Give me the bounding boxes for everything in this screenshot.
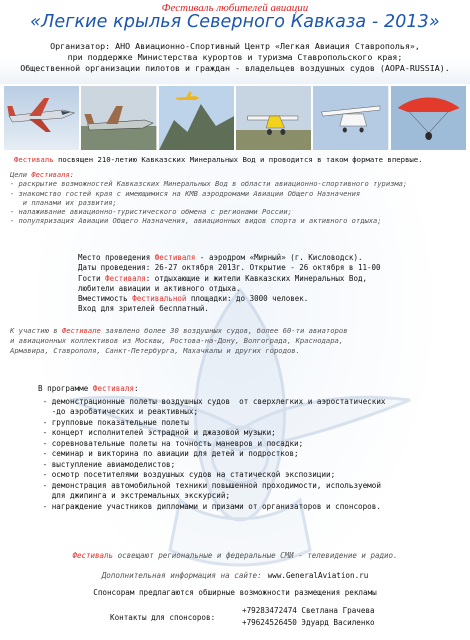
media-coverage-text xyxy=(0,551,470,560)
header xyxy=(0,0,470,84)
venue-section xyxy=(78,253,438,315)
venue-capacity-prefix: Вместимость xyxy=(78,294,133,304)
venue-capacity-suffix: площадки: до 3000 человек. xyxy=(186,294,309,304)
venue-capacity xyxy=(78,294,438,304)
program-item: - осмотр посетителями воздушных судов на статической экспозиции; xyxy=(38,470,336,479)
venue-place-suffix: - аэродром «Мирный» (г. Кисловодск). xyxy=(195,253,363,262)
intro-text xyxy=(14,155,458,164)
jet-trainer-photo xyxy=(4,86,79,150)
website-link[interactable]: www.GeneralAviation.ru xyxy=(267,571,369,580)
ground-plane-photo xyxy=(236,86,311,150)
info-line xyxy=(0,571,470,580)
festival-label: Фестиваль любителей авиации xyxy=(161,2,309,14)
festival-word: Фестиваля xyxy=(92,384,135,393)
program-item: - демонстрация автомобильной техники повышенной проходимости, используемой xyxy=(38,480,381,490)
festival-word: Фестиваль xyxy=(14,155,54,164)
white-plane-photo xyxy=(313,86,388,150)
organizer-line: Организатор: АНО Авиационно-Спортивный Центр «Легкая Авиация Ставрополья», xyxy=(50,41,420,51)
venue-guests-line2: любители авиации и активного отдыха. xyxy=(78,283,241,293)
venue-entry: Вход для зрителей бесплатный. xyxy=(78,304,209,314)
organizer-line: при поддержке Министерства курортов и туризма Ставропольского края; xyxy=(67,52,403,62)
program-item: - соревновательные полеты на точность маневров и посадки; xyxy=(38,438,304,448)
program-item: - концерт исполнителей эстрадной и джазовой музыки; xyxy=(38,428,276,437)
goals-title-prefix: Цели xyxy=(10,170,32,179)
organizer-line: Общественной организации пилотов и граждан - владельцев воздушных судов (AOPA-RUSSIA). xyxy=(20,63,450,73)
contact-phone: +79624526450 Эдуард Василенко xyxy=(242,618,375,627)
goal-item: и планами их развития; xyxy=(10,197,117,207)
participants-line: Армавира, Ставрополя, Санкт-Петербурга, Махачкалы и других городов. xyxy=(10,346,300,355)
goals-title-suffix: : xyxy=(69,170,75,179)
program-title-suffix: : xyxy=(134,384,139,393)
festival-word: Фестиваля xyxy=(105,273,146,283)
festival-word: Фестивале xyxy=(61,326,101,335)
program-item: - семинар и викторина по авиации для детей и подростков; xyxy=(38,449,299,458)
program-title xyxy=(38,384,468,395)
venue-guests-suffix: : отдыхающие и жители Кавказских Минеральных Вод, xyxy=(145,273,367,283)
venue-place xyxy=(78,253,438,263)
participants-line: и авиационных коллективов из Москвы, Ростова-на-Дону, Волгограда, Краснодара, xyxy=(10,336,344,345)
program-section xyxy=(38,384,468,512)
skydiver-photo xyxy=(391,86,466,150)
participants-line1-rest: заявлено более 30 воздушных судов, более 60-ти авиаторов xyxy=(100,326,348,335)
festival-word: Фестиваля xyxy=(154,253,196,262)
goal-item: - раскрытие возможностей Кавказских Минеральных Вод в области авиационно-спортивного туризма; xyxy=(10,179,408,189)
intro-rest: посвящен 210-летию Кавказских Минеральных Вод и проводится в таком формате впервые. xyxy=(53,155,423,164)
venue-guests xyxy=(78,274,438,284)
goal-item: - налаживание авиационно-туристического обмена с регионами России; xyxy=(10,207,292,217)
organizer-block xyxy=(0,41,470,74)
participants-line xyxy=(10,326,462,336)
program-item: - награждение участников дипломами и призами от организаторов и спонсоров. xyxy=(38,501,381,511)
closing-rest: освещают региональные и федеральные СМИ - телевидение и радио. xyxy=(113,551,398,560)
photo-strip xyxy=(4,86,466,150)
goals-section xyxy=(10,170,462,226)
participants-prefix: К участию в xyxy=(10,326,62,335)
info-label: Дополнительная информация на сайте: xyxy=(101,571,262,580)
venue-dates: Даты проведения: 26-27 октября 2013г. Открытие - 26 октября в 11-00 xyxy=(78,263,381,273)
venue-guests-prefix: Гости xyxy=(78,273,106,283)
program-item: для джипинга и экстремальных экскурсий; xyxy=(38,491,231,500)
program-item: -до аэробатических и реактивных; xyxy=(38,407,199,416)
goal-item: - знакомство гостей края с имеющимися на КМВ аэродромами Авиации Общего Назначения xyxy=(10,188,361,198)
program-item: - групповые показательные полеты xyxy=(38,417,189,427)
goal-item: - популяризация Авиации Общего Назначения, авиационных видов спорта и активного отдыха; xyxy=(10,216,382,226)
sponsors-text: Спонсорам предлагаются обширные возможности размещения рекламы xyxy=(93,588,377,597)
program-item: - выступление авиамоделистов; xyxy=(38,459,176,469)
vintage-plane-photo xyxy=(81,86,156,150)
program-item: - демонстрационные полеты воздушных судов от сверхлегких и аэростатических xyxy=(38,396,386,406)
participants-section xyxy=(10,326,462,356)
goals-title xyxy=(10,170,462,179)
program-title-prefix: В программе xyxy=(38,384,93,393)
contacts-label: Контакты для спонсоров: xyxy=(110,613,216,622)
contact-phone: +79283472474 Светлана Грачева xyxy=(242,606,375,615)
festival-word: Фестивальной xyxy=(132,294,187,304)
page-title: «Легкие крылья Северного Кавказа - 2013» xyxy=(30,12,440,32)
festival-word: Фестиваля xyxy=(31,170,70,179)
festival-word: Фестиваль xyxy=(72,551,114,560)
venue-place-prefix: Место проведения xyxy=(78,253,155,262)
yellow-plane-mountain-photo xyxy=(159,86,234,150)
